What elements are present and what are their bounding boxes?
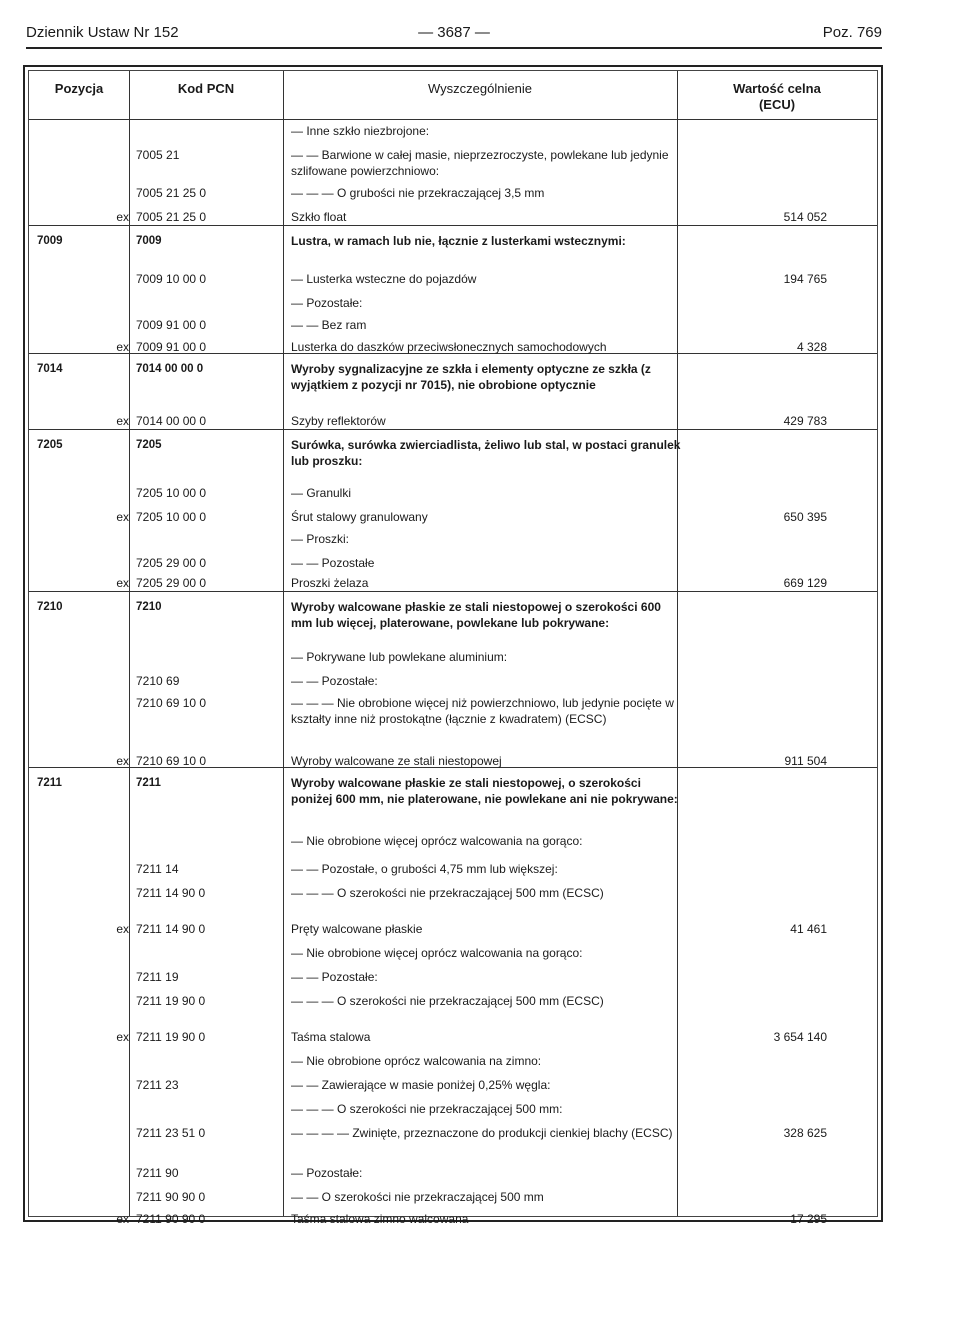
position-cell: 7210: [37, 601, 63, 613]
pcn-code-cell: 7014 00 00 0: [136, 363, 204, 375]
description-cell: Wyroby sygnalizacyjne ze szkła i elementy optyczne ze szkła (z wyjątkiem z pozycji nr 7015), nie obrobione optycznie: [291, 362, 651, 392]
description-cell: — — — O grubości nie przekraczającej 3,5 mm: [291, 186, 545, 200]
column-header-wartosc: [677, 81, 877, 113]
ex-marker: ex: [116, 1212, 129, 1226]
pcn-code-cell: 7009 91 00 0: [136, 340, 207, 354]
description-cell: Wyroby walcowane płaskie ze stali niestopowej, o szerokości poniżej 600 mm, nie platerowane, nie powlekane ani nie pokrywane:: [291, 776, 678, 806]
description-cell: Wyroby walcowane płaskie ze stali niestopowej o szerokości 600 mm lub więcej, platerowane, powlekane lub pokrywane:: [291, 600, 661, 630]
description-cell: Wyroby walcowane ze stali niestopowej: [291, 754, 502, 768]
group-divider: [29, 591, 877, 592]
description-cell: Śrut stalowy granulowany: [291, 510, 428, 524]
ex-marker: ex: [116, 340, 129, 354]
description-cell: — Nie obrobione więcej oprócz walcowania na gorąco:: [291, 834, 583, 848]
description-cell: — — Zawierające w masie poniżej 0,25% węgla:: [291, 1078, 551, 1092]
pcn-code-cell: 7009 10 00 0: [136, 272, 207, 286]
group-divider: [29, 225, 877, 226]
pcn-code-cell: 7205: [136, 439, 162, 451]
customs-value-cell: 514 052: [783, 210, 827, 224]
journal-title: Dziennik Ustaw Nr 152: [26, 24, 179, 41]
pcn-code-cell: 7211 14 90 0: [136, 886, 206, 900]
pcn-code-cell: 7211 19 90 0: [136, 994, 206, 1008]
pcn-code-cell: 7211 23: [136, 1078, 179, 1092]
page-header: [26, 24, 882, 46]
description-cell: — — Barwione w całej masie, nieprzezroczyste, powlekane lub jedynie szlifowane powierzchniowo:: [291, 148, 669, 178]
column-header-kod: Kod PCN: [177, 81, 235, 96]
description-cell: Surówka, surówka zwierciadlista, żeliwo lub stal, w postaci granulek lub proszku:: [291, 438, 681, 468]
ex-marker: ex: [116, 576, 129, 590]
header-divider: [29, 119, 877, 120]
description-cell: Lusterka do daszków przeciwsłonecznych samochodowych: [291, 340, 607, 354]
description-cell: — — Pozostałe, o grubości 4,75 mm lub większej:: [291, 862, 558, 876]
pcn-code-cell: 7210 69 10 0: [136, 754, 207, 768]
column-divider: [129, 71, 130, 1216]
pcn-code-cell: 7210 69: [136, 674, 180, 688]
description-cell: — — O szerokości nie przekraczającej 500 mm: [291, 1190, 544, 1204]
column-header-pozycja: Pozycja: [54, 81, 104, 96]
tariff-table: [23, 65, 883, 1226]
description-cell: — — — O szerokości nie przekraczającej 500 mm (ECSC): [291, 886, 604, 900]
pcn-code-cell: 7005 21 25 0: [136, 210, 207, 224]
customs-value-cell: 194 765: [783, 272, 827, 286]
customs-value-cell: 17 295: [790, 1212, 827, 1226]
position-cell: 7014: [37, 363, 63, 375]
customs-value-cell: 41 461: [790, 922, 827, 936]
pcn-code-cell: 7014 00 00 0: [136, 414, 207, 428]
description-cell: — — — — Zwinięte, przeznaczone do produkcji cienkiej blachy (ECSC): [291, 1126, 673, 1140]
column-header-wartosc-line1: Wartość celna: [733, 81, 821, 96]
ex-marker: ex: [116, 1030, 129, 1044]
description-cell: — — Bez ram: [291, 318, 367, 332]
description-cell: — — Pozostałe:: [291, 970, 378, 984]
description-cell: — Pozostałe:: [291, 296, 363, 310]
description-cell: — Proszki:: [291, 532, 350, 546]
column-header-wartosc-line2: (ECU): [758, 97, 796, 112]
description-cell: — Nie obrobione oprócz walcowania na zimno:: [291, 1054, 542, 1068]
description-cell: Taśma stalowa: [291, 1030, 371, 1044]
customs-value-cell: 669 129: [783, 576, 827, 590]
ex-marker: ex: [116, 922, 129, 936]
description-cell: Szkło float: [291, 210, 347, 224]
pcn-code-cell: 7211 19: [136, 970, 179, 984]
description-cell: — Inne szkło niezbrojone:: [291, 124, 430, 138]
customs-value-cell: 328 625: [783, 1126, 827, 1140]
customs-value-cell: 911 504: [784, 754, 827, 768]
ex-marker: ex: [116, 414, 129, 428]
header-rule: [26, 47, 882, 49]
pcn-code-cell: 7211 90 90 0: [136, 1212, 206, 1226]
customs-value-cell: 4 328: [796, 340, 827, 354]
description-cell: — — — Nie obrobione więcej niż powierzchniowo, lub jedynie pocięte w kształty inne niż prostokątne (łącznie z kwadratem) (ECSC): [291, 696, 674, 726]
customs-value-cell: 3 654 140: [773, 1030, 827, 1044]
description-cell: — Pokrywane lub powlekane aluminium:: [291, 650, 508, 664]
pcn-code-cell: 7005 21: [136, 148, 180, 162]
pcn-code-cell: 7211 90 90 0: [136, 1190, 206, 1204]
description-cell: — Pozostałe:: [291, 1166, 363, 1180]
description-cell: Szyby reflektorów: [291, 414, 386, 428]
position-number: Poz. 769: [822, 24, 882, 41]
description-cell: — Granulki: [291, 486, 352, 500]
description-cell: — Lusterka wsteczne do pojazdów: [291, 272, 477, 286]
table-body: [28, 70, 878, 1226]
ex-marker: ex: [116, 510, 129, 524]
description-cell: Taśma stalowa zimno walcowana: [291, 1212, 469, 1226]
group-divider: [29, 429, 877, 430]
position-cell: 7205: [37, 439, 63, 451]
ex-marker: ex: [116, 754, 129, 768]
pcn-code-cell: 7210 69 10 0: [136, 696, 207, 710]
description-cell: Proszki żelaza: [291, 576, 369, 590]
pcn-code-cell: 7211 23 51 0: [136, 1126, 206, 1140]
pcn-code-cell: 7211 14 90 0: [136, 922, 206, 936]
customs-value-cell: 429 783: [783, 414, 827, 428]
description-cell: Pręty walcowane płaskie: [291, 922, 423, 936]
position-cell: 7211: [37, 777, 62, 789]
pcn-code-cell: 7005 21 25 0: [136, 186, 207, 200]
description-cell: — Nie obrobione więcej oprócz walcowania na gorąco:: [291, 946, 583, 960]
pcn-code-cell: 7211 90: [136, 1166, 179, 1180]
pcn-code-cell: 7211: [136, 777, 161, 789]
pcn-code-cell: 7205 10 00 0: [136, 510, 207, 524]
page-number: — 3687 —: [418, 24, 490, 41]
pcn-code-cell: 7205 29 00 0: [136, 556, 207, 570]
customs-value-cell: 650 395: [783, 510, 827, 524]
pcn-code-cell: 7009 91 00 0: [136, 318, 207, 332]
description-cell: — — — O szerokości nie przekraczającej 500 mm:: [291, 1102, 563, 1116]
description-cell: — — Pozostałe: [291, 556, 375, 570]
pcn-code-cell: 7205 10 00 0: [136, 486, 207, 500]
pcn-code-cell: 7205 29 00 0: [136, 576, 207, 590]
pcn-code-cell: 7210: [136, 601, 162, 613]
position-cell: 7009: [37, 235, 63, 247]
ex-marker: ex: [116, 210, 129, 224]
description-cell: — — — O szerokości nie przekraczającej 500 mm (ECSC): [291, 994, 604, 1008]
description-cell: Lustra, w ramach lub nie, łącznie z lusterkami wstecznymi:: [291, 234, 626, 248]
pcn-code-cell: 7211 19 90 0: [136, 1030, 206, 1044]
column-header-opis: Wyszczególnienie: [428, 81, 532, 96]
description-cell: — — Pozostałe:: [291, 674, 378, 688]
pcn-code-cell: 7211 14: [136, 862, 179, 876]
pcn-code-cell: 7009: [136, 235, 162, 247]
